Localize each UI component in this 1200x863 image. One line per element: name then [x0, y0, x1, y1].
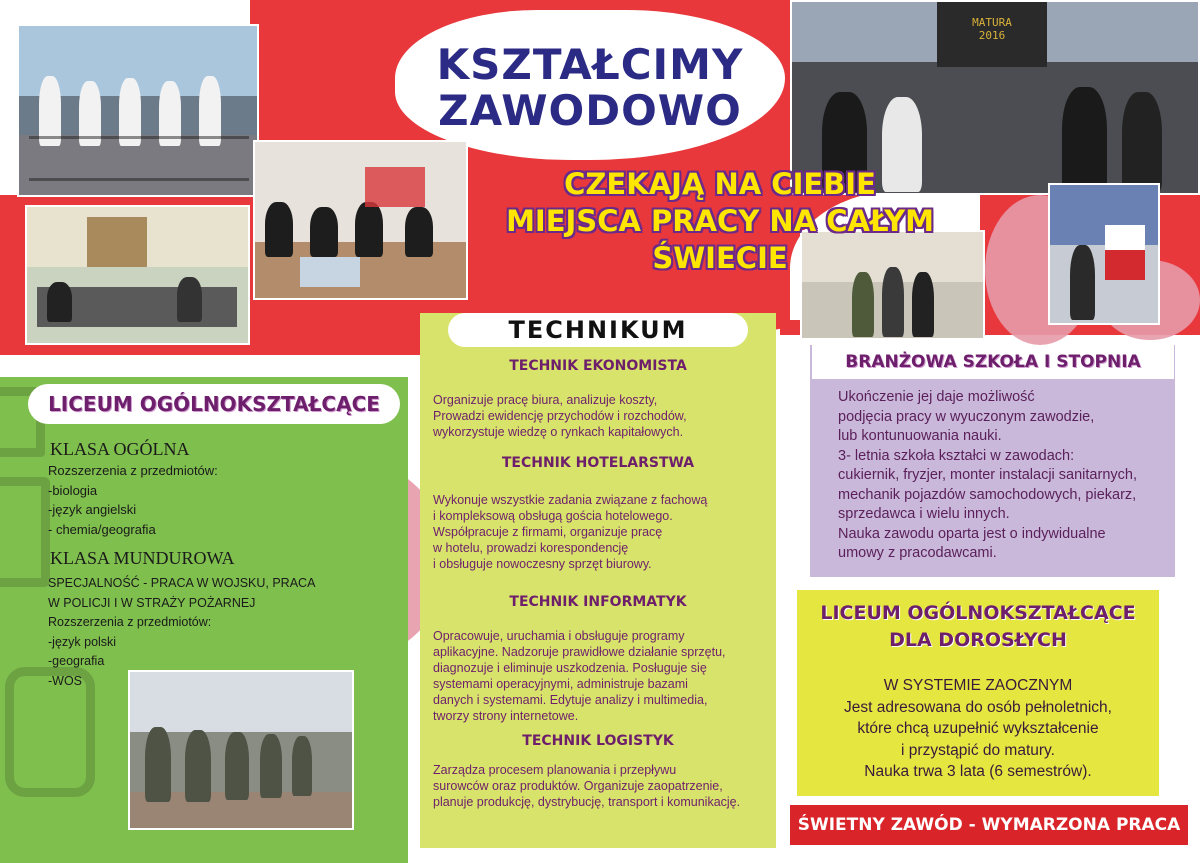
photo-cyclists: [17, 24, 259, 197]
informatyk-text: Opracowuje, uruchamia i obsługuje programy aplikacyjne. Nadzoruje prawidłowe działanie sprzętu, diagnozuje i eliminuje uszkodzenia. Posługuje się systemami operacyjnymi, administruje bazami danych i systemami. Edytuje analizy i multimedia, tworzy strony internetowe.: [433, 629, 726, 723]
photo-computer-lab: [25, 205, 250, 345]
liceum-title-badge: LICEUM OGÓLNOKSZTAŁCĄCE: [28, 384, 400, 424]
hotelarstwa-heading: TECHNIK HOTELARSTWA: [501, 455, 695, 471]
photo-soldiers-march: [128, 670, 354, 830]
branzowa-text: Ukończenie jej daje możliwość podjęcia pracy w wyuczonym zawodzie, lub kontunuowania nauki. 3- letnia szkoła kształci w zawodach: cukiernik, fryzjer, monter instalacji sanitarnych, mechanik pojazdów samochodowych, piekarz, sprzedawca i wielu innych. Nauka zawodu oparta jest o indywidualne umowy z pracodawcami.: [838, 389, 1137, 561]
main-title: KSZTAŁCIMY ZAWODOWO: [436, 40, 744, 135]
klasa-ogolna-heading: KLASA OGÓLNA: [50, 439, 190, 459]
ekonomista-text: Organizuje pracę biura, analizuje koszty, Prowadzi ewidencję przychodów i rozchodów, wykorzystuje wiedzę o rynkach kapitałowych.: [433, 393, 687, 439]
klasa-ogolna-list: Rozszerzenia z przedmiotów: -biologia -język angielski - chemia/geografia: [48, 463, 218, 537]
informatyk-heading: TECHNIK INFORMATYK: [509, 594, 687, 610]
dorosli-title: LICEUM OGÓLNOKSZTAŁCĄCE DLA DOROSŁYCH: [820, 602, 1136, 651]
klasa-mundurowa-list: SPECJALNOŚĆ - PRACA W WOJSKU, PRACA W POLICJI I W STRAŻY POŻARNEJ Rozszerzenia z przedmiotów: -język polski -geografia -WOS: [48, 576, 316, 688]
logistyk-heading: TECHNIK LOGISTYK: [522, 733, 674, 749]
dorosli-text: W SYSTEMIE ZAOCZNYM Jest adresowana do osób pełnoletnich, które chcą uzupełnić wykształcenie i przystąpić do matury. Nauka trwa 3 lata (6 semestrów).: [844, 677, 1112, 780]
ekonomista-heading: TECHNIK EKONOMISTA: [509, 358, 687, 374]
matura-banner: MATURA 2016: [972, 16, 1012, 42]
logistyk-text: Zarządza procesem planowania i przepływu surowców oraz produktów. Organizuje zaopatrzenie, planuje produkcję, dystrybucję, transport i komunikację.: [433, 763, 741, 809]
footer-slogan: ŚWIETNY ZAWÓD - WYMARZONA PRACA: [797, 815, 1181, 835]
calculator-icon: [0, 477, 50, 587]
klasa-mundurowa-heading: KLASA MUNDUROWA: [50, 548, 235, 568]
branzowa-title-badge: BRANŻOWA SZKOŁA I STOPNIA: [812, 345, 1174, 379]
photo-hotel-students: [253, 140, 468, 300]
photo-flag-ceremony: [1048, 183, 1160, 325]
hotelarstwa-text: Wykonuje wszystkie zadania związane z fachową i kompleksową obsługą gościa hotelowego. Współpracuje z firmami, organizuje pracę w hotelu, prowadzi korespondencję i obsługuje nowoczesny sprzęt biurowy.: [433, 493, 708, 571]
technikum-title-badge: TECHNIKUM: [448, 313, 748, 347]
subtitle: CZEKAJĄ NA CIEBIE MIEJSCA PRACY NA CAŁYM ŚWIECIE: [506, 167, 934, 275]
footer-slogan-bar: [790, 805, 1188, 845]
